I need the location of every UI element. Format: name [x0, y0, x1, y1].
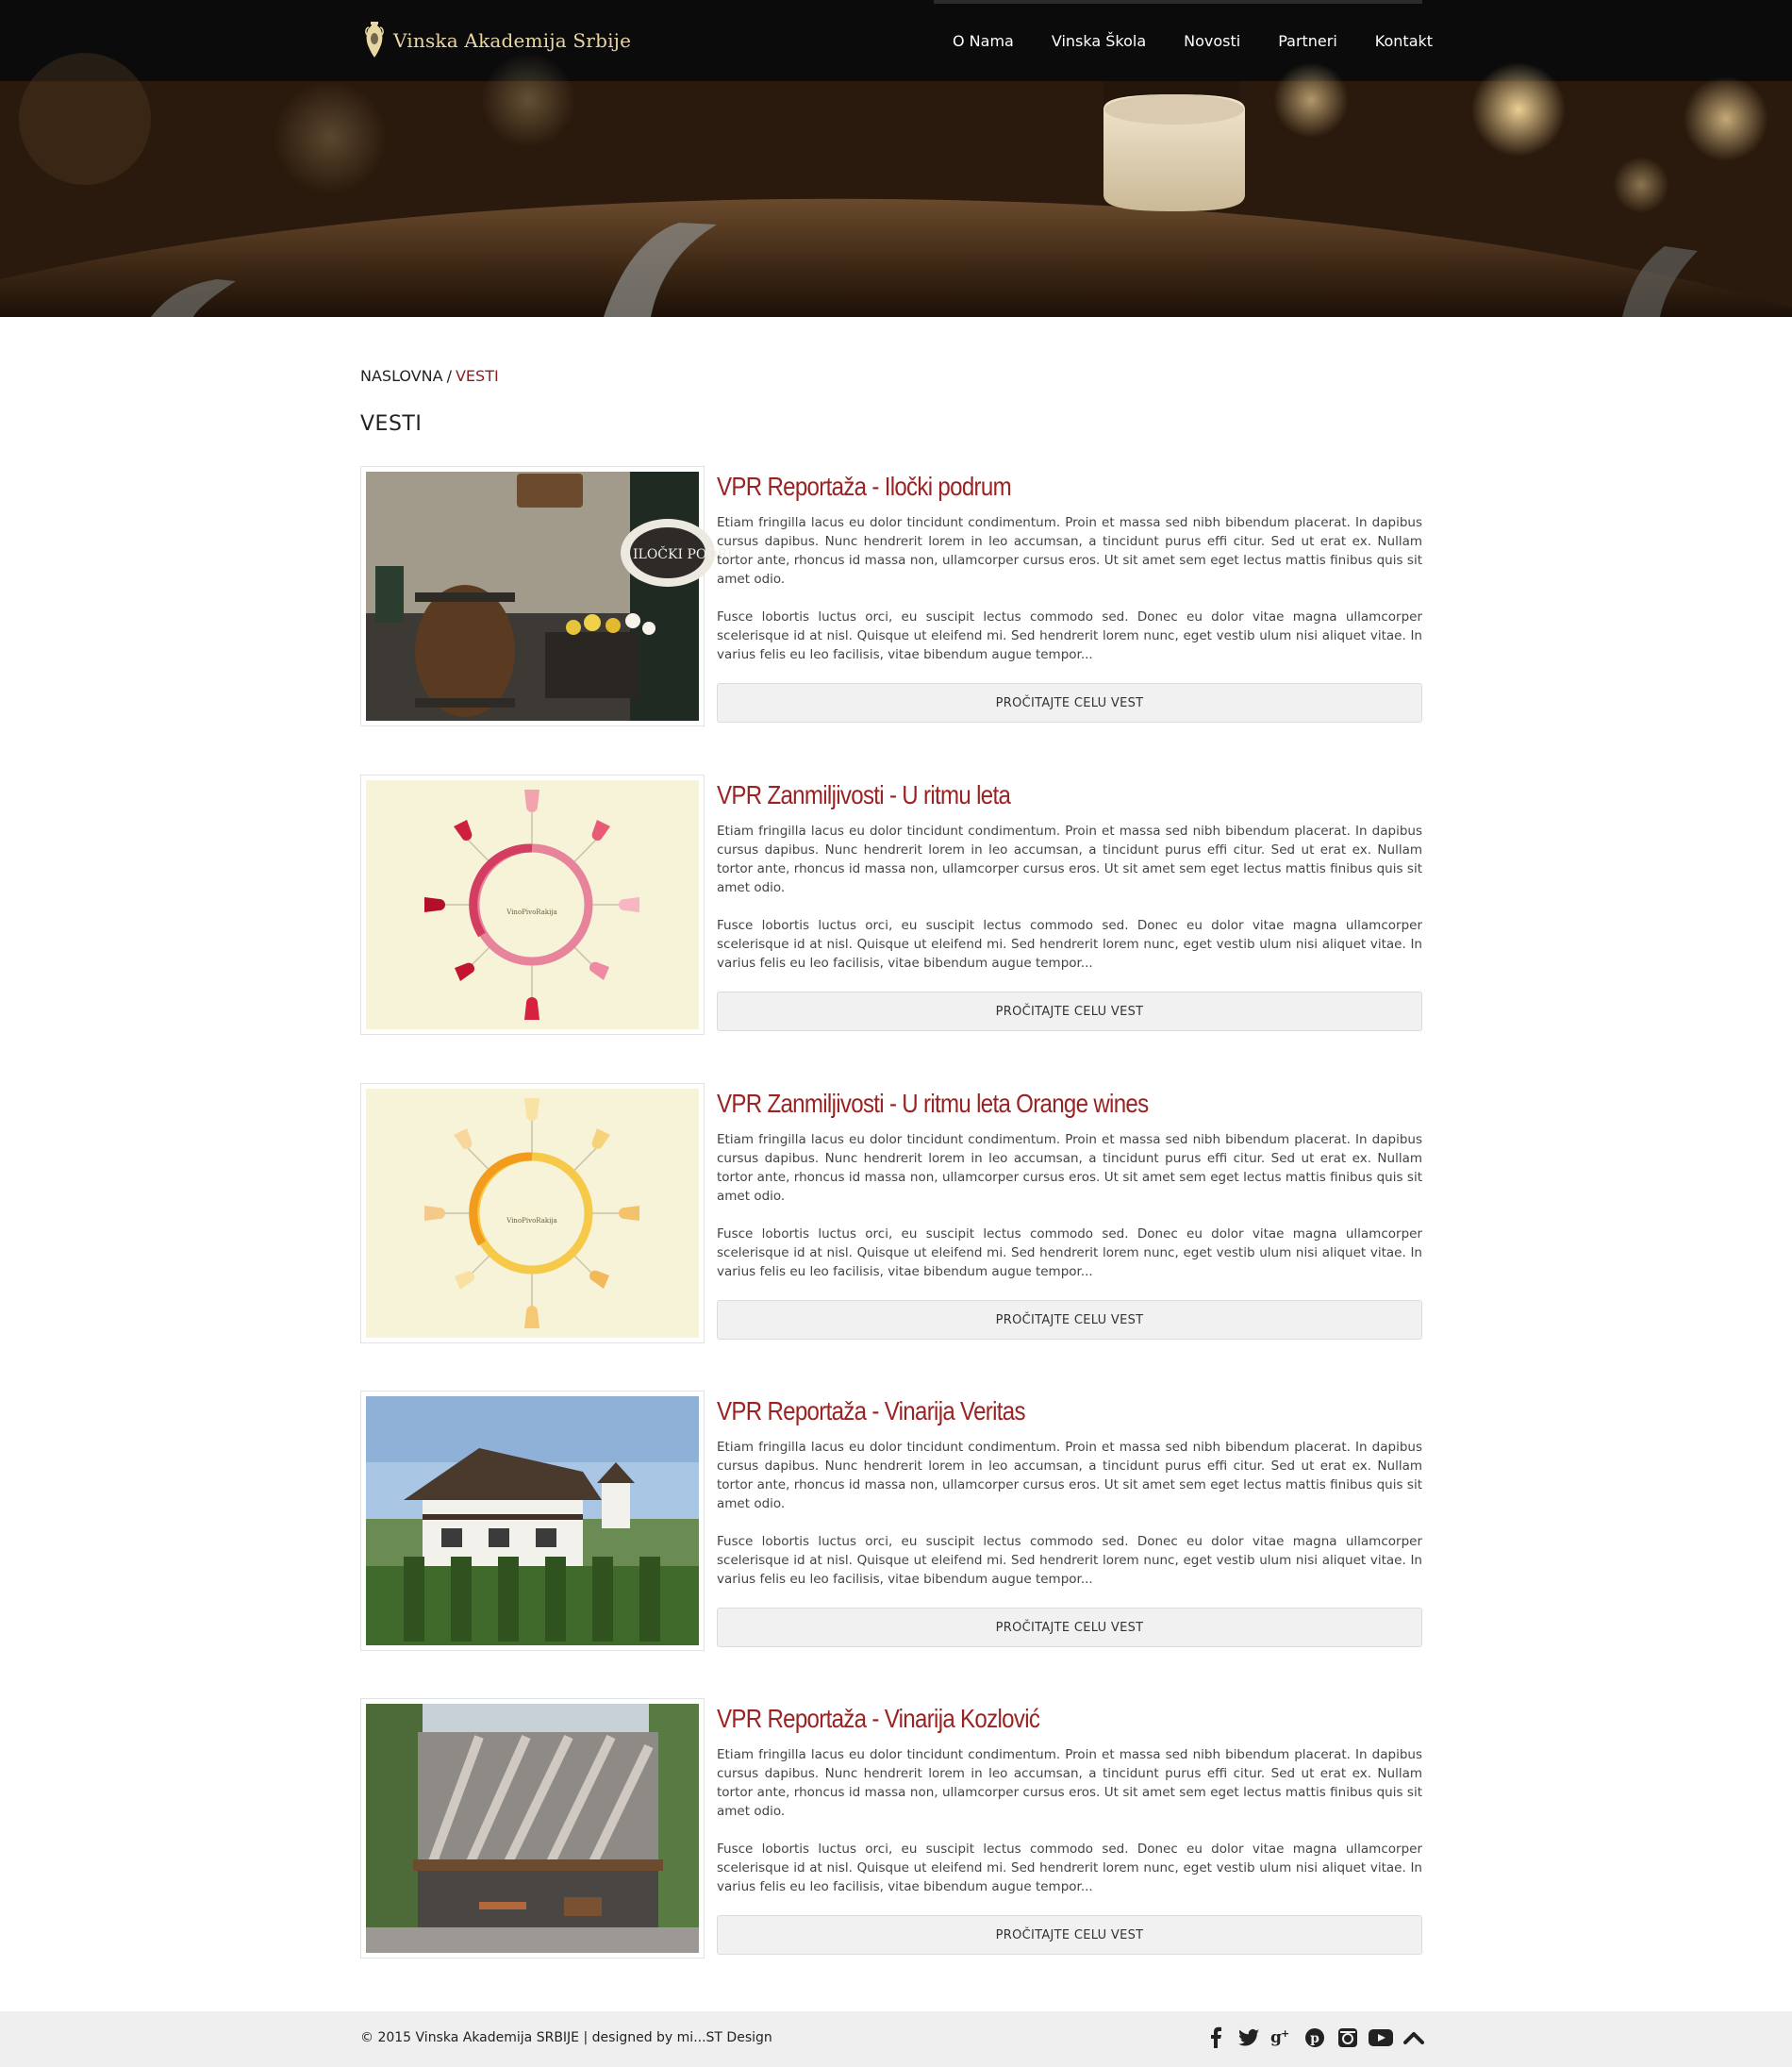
nav-kontakt[interactable]: Kontakt — [1374, 31, 1434, 50]
hero-banner — [0, 81, 1792, 317]
news-title[interactable]: VPR Zanmiljivosti - U ritmu leta Orange wines — [717, 1089, 1149, 1118]
news-excerpt-paragraph: Etiam fringilla lacus eu dolor tincidunt condimentum. Proin et massa sed nibh bibendum placerat. In dapibus cursus dapibus. Nunc hendrerit lorem in leo accumsan, a tincidunt purus effi citur. Sed ut erat ex. Nullam tortor ante, rhoncus id massa non, ullamcorper cursus eros. Ut sit amet sem eget lectus mattis finibus quis sit amet odio. — [717, 824, 1422, 895]
svg-text:+: + — [1280, 2027, 1289, 2040]
news-item — [360, 466, 1422, 728]
youtube-icon[interactable] — [1369, 2025, 1392, 2051]
svg-text:VinoPivoRakija: VinoPivoRakija — [506, 908, 557, 916]
news-excerpt-paragraph: Etiam fringilla lacus eu dolor tincidunt condimentum. Proin et massa sed nibh bibendum placerat. In dapibus cursus dapibus. Nunc hendrerit lorem in leo accumsan, a tincidunt purus effi citur. Sed ut erat ex. Nullam tortor ante, rhoncus id massa non, ullamcorper cursus eros. Ut sit amet sem eget lectus mattis finibus quis sit amet odio. — [717, 1132, 1422, 1204]
svg-text:ILOČKI PODRU: ILOČKI PODRU — [633, 547, 738, 562]
news-excerpt-paragraph: Etiam fringilla lacus eu dolor tincidunt condimentum. Proin et massa sed nibh bibendum placerat. In dapibus cursus dapibus. Nunc hendrerit lorem in leo accumsan, a tincidunt purus effi citur. Sed ut erat ex. Nullam tortor ante, rhoncus id massa non, ullamcorper cursus eros. Ut sit amet sem eget lectus mattis finibus quis sit amet odio. — [717, 1440, 1422, 1511]
pinterest-icon[interactable] — [1303, 2025, 1326, 2051]
news-thumbnail[interactable] — [360, 1391, 705, 1651]
news-title[interactable]: VPR Zanmiljivosti - U ritmu leta — [717, 780, 1011, 809]
read-more-button[interactable]: PROČITAJTE CELU VEST — [717, 1608, 1422, 1647]
news-title[interactable]: VPR Reportaža - Iločki podrum — [717, 472, 1011, 501]
breadcrumb-separator: / — [446, 367, 452, 385]
nav-o-nama[interactable]: O Nama — [953, 31, 1014, 50]
read-more-button[interactable]: PROČITAJTE CELU VEST — [717, 1915, 1422, 1955]
news-excerpt-paragraph: Etiam fringilla lacus eu dolor tincidunt condimentum. Proin et massa sed nibh bibendum placerat. In dapibus cursus dapibus. Nunc hendrerit lorem in leo accumsan, a tincidunt purus effi citur. Sed ut erat ex. Nullam tortor ante, rhoncus id massa non, ullamcorper cursus eros. Ut sit amet sem eget lectus mattis finibus quis sit amet odio. — [717, 515, 1422, 587]
news-excerpt-paragraph: Etiam fringilla lacus eu dolor tincidunt condimentum. Proin et massa sed nibh bibendum placerat. In dapibus cursus dapibus. Nunc hendrerit lorem in leo accumsan, a tincidunt purus effi citur. Sed ut erat ex. Nullam tortor ante, rhoncus id massa non, ullamcorper cursus eros. Ut sit amet sem eget lectus mattis finibus quis sit amet odio. — [717, 1747, 1422, 1819]
news-excerpt-paragraph: Fusce lobortis luctus orci, eu suscipit lectus commodo sed. Donec eu dolor vitae magna ullamcorper scelerisque id at nisl. Quisque ut eleifend mi. Sed hendrerit lorem nunc, eget vestib ulum nisi aliquet vitae. In varius felis eu leo facilisis, vitae bibendum augue tempor... — [717, 1226, 1422, 1279]
social-links — [1203, 2025, 1425, 2051]
news-thumbnail[interactable] — [360, 775, 705, 1035]
nav-partneri[interactable]: Partneri — [1278, 31, 1337, 50]
site-logo[interactable] — [363, 17, 631, 64]
svg-text:p: p — [1309, 2031, 1319, 2046]
page-title: VESTI — [360, 412, 423, 436]
back-to-top-icon[interactable] — [1402, 2025, 1425, 2051]
svg-text:g: g — [1269, 2028, 1282, 2047]
copyright-text: © 2015 Vinska Akademija SRBIJE | designed by mi...ST Design — [360, 2030, 772, 2045]
cellar-barrel-photo — [366, 472, 738, 721]
amphora-icon — [363, 18, 386, 63]
breadcrumb-current: VESTI — [455, 367, 499, 385]
logo-text: Vinska Akademija Srbije — [393, 29, 632, 52]
modern-winery-building-photo — [366, 1704, 699, 1953]
news-title[interactable]: VPR Reportaža - Vinarija Kozlović — [717, 1704, 1040, 1733]
rose-wine-glasses-wheel — [366, 780, 699, 1029]
site-footer — [0, 2011, 1792, 2067]
news-excerpt-paragraph: Fusce lobortis luctus orci, eu suscipit lectus commodo sed. Donec eu dolor vitae magna ullamcorper scelerisque id at nisl. Quisque ut eleifend mi. Sed hendrerit lorem nunc, eget vestib ulum nisi aliquet vitae. In varius felis eu leo facilisis, vitae bibendum augue tempor... — [717, 1534, 1422, 1587]
svg-text:VinoPivoRakija: VinoPivoRakija — [506, 1217, 557, 1225]
twitter-icon[interactable] — [1236, 2025, 1260, 2051]
news-thumbnail[interactable] — [360, 1083, 705, 1343]
news-excerpt-paragraph: Fusce lobortis luctus orci, eu suscipit lectus commodo sed. Donec eu dolor vitae magna ullamcorper scelerisque id at nisl. Quisque ut eleifend mi. Sed hendrerit lorem nunc, eget vestib ulum nisi aliquet vitae. In varius felis eu leo facilisis, vitae bibendum augue tempor... — [717, 1842, 1422, 1894]
read-more-button[interactable]: PROČITAJTE CELU VEST — [717, 1300, 1422, 1340]
wine-barrel-hero-image — [0, 81, 1792, 317]
read-more-button[interactable]: PROČITAJTE CELU VEST — [717, 683, 1422, 723]
breadcrumb-home[interactable]: NASLOVNA — [360, 367, 443, 385]
news-thumbnail[interactable] — [360, 466, 738, 726]
news-title[interactable]: VPR Reportaža - Vinarija Veritas — [717, 1396, 1025, 1425]
nav-vinska-skola[interactable]: Vinska Škola — [1051, 31, 1147, 50]
news-item — [360, 775, 1422, 1037]
nav-novosti[interactable]: Novosti — [1184, 31, 1241, 50]
orange-wine-glasses-wheel — [366, 1089, 699, 1338]
google-plus-icon[interactable] — [1269, 2025, 1293, 2051]
news-excerpt-paragraph: Fusce lobortis luctus orci, eu suscipit lectus commodo sed. Donec eu dolor vitae magna ullamcorper scelerisque id at nisl. Quisque ut eleifend mi. Sed hendrerit lorem nunc, eget vestib ulum nisi aliquet vitae. In varius felis eu leo facilisis, vitae bibendum augue tempor... — [717, 918, 1422, 971]
news-thumbnail[interactable] — [360, 1698, 705, 1959]
news-excerpt-paragraph: Fusce lobortis luctus orci, eu suscipit lectus commodo sed. Donec eu dolor vitae magna ullamcorper scelerisque id at nisl. Quisque ut eleifend mi. Sed hendrerit lorem nunc, eget vestib ulum nisi aliquet vitae. In varius felis eu leo facilisis, vitae bibendum augue tempor... — [717, 609, 1422, 662]
news-item — [360, 1698, 1422, 1960]
winery-house-vineyard-photo — [366, 1396, 699, 1645]
news-item — [360, 1391, 1422, 1653]
read-more-button[interactable]: PROČITAJTE CELU VEST — [717, 992, 1422, 1031]
news-item — [360, 1083, 1422, 1345]
instagram-icon[interactable] — [1336, 2025, 1359, 2051]
facebook-icon[interactable] — [1203, 2025, 1227, 2051]
breadcrumb — [360, 367, 499, 385]
main-nav — [934, 0, 1452, 81]
